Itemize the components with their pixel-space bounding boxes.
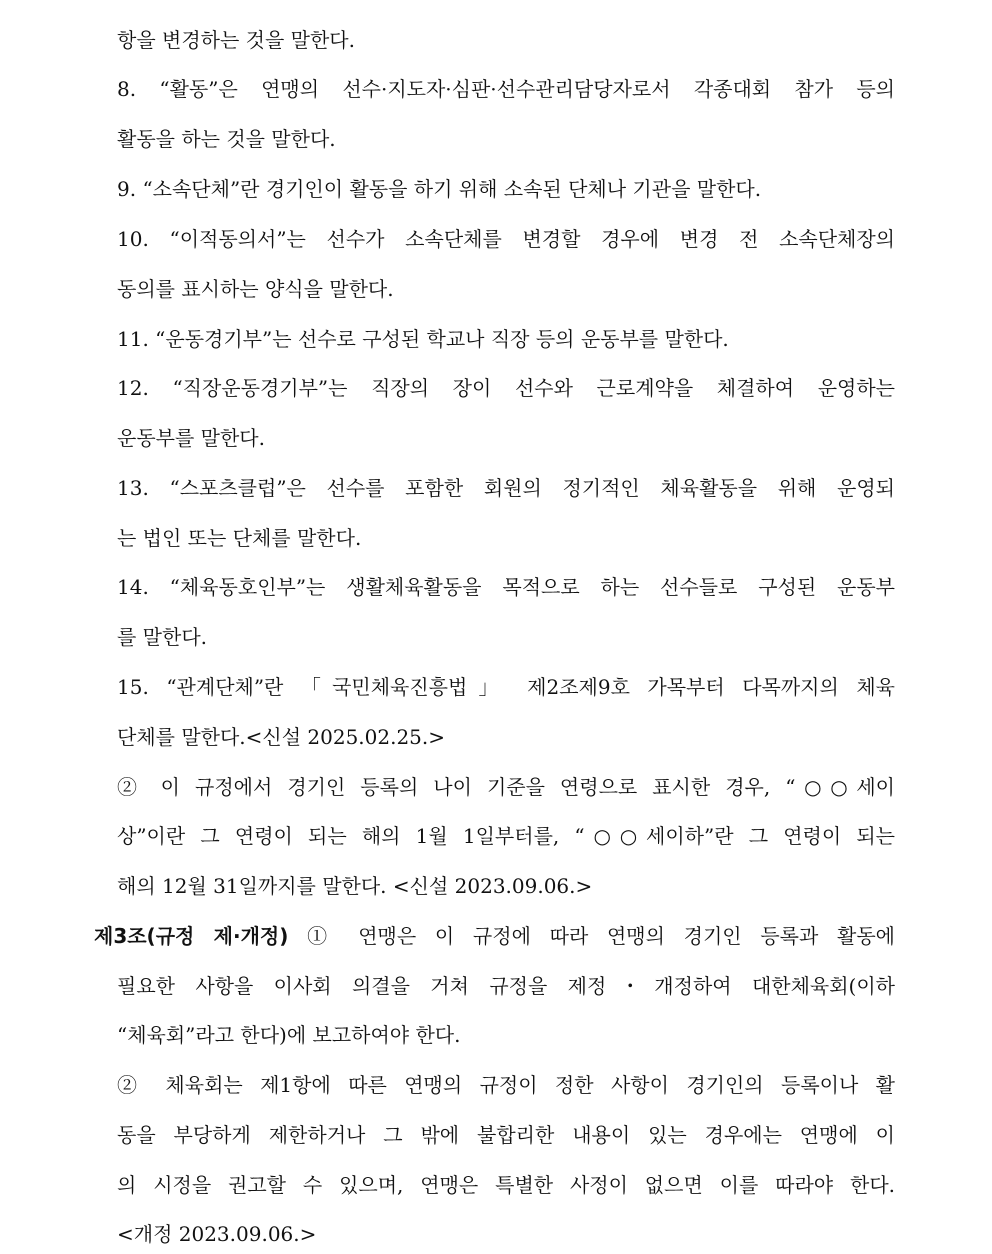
text-line: 필요한 사항을 이사회 의결을 거쳐 규정을 제정・개정하여 대한체육회(이하 — [117, 974, 895, 998]
text-line: 동의를 표시하는 양식을 말한다. — [117, 277, 394, 301]
definition-item-10: 10. “이적동의서”는 선수가 소속단체를 변경할 경우에 변경 전 소속단체장의 — [117, 227, 895, 251]
definition-item-11: 11. “운동경기부”는 선수로 구성된 학교나 직장 등의 운동부를 말한다. — [117, 327, 729, 351]
article-3-text: ① 연맹은 이 규정에 따라 연맹의 경기인 등록과 활동에 — [288, 924, 896, 948]
definition-item-15: 15. “관계단체”란 「국민체육진흥법」 제2조제9호 가목부터 다목까지의 체육 — [117, 675, 895, 699]
text-line: 의 시정을 권고할 수 있으며, 연맹은 특별한 사정이 없으면 이를 따라야 한다. — [117, 1173, 895, 1197]
text-line: 동을 부당하게 제한하거나 그 밖에 불합리한 내용이 있는 경우에는 연맹에 이 — [117, 1123, 895, 1147]
text-line: 단체를 말한다.<신설 2025.02.25.> — [117, 725, 446, 749]
amendment-note: <개정 2023.09.06.> — [117, 1222, 317, 1246]
text-line: 는 법인 또는 단체를 말한다. — [117, 526, 362, 550]
definition-item-13: 13. “스포츠클럽”은 선수를 포함한 회원의 정기적인 체육활동을 위해 운영되 — [117, 476, 895, 500]
definition-item-9: 9. “소속단체”란 경기인이 활동을 하기 위해 소속된 단체나 기관을 말한다. — [117, 177, 762, 201]
text-line: 해의 12월 31일까지를 말한다. <신설 2023.09.06.> — [117, 874, 593, 898]
article-3-first-line — [94, 923, 895, 949]
text-line: 운동부를 말한다. — [117, 426, 265, 450]
article-3-heading: 제3조(규정 제·개정) — [94, 924, 289, 948]
article-3-paragraph-2: ② 체육회는 제1항에 따른 연맹의 규정이 정한 사항이 경기인의 등록이나 활 — [117, 1073, 895, 1097]
text-line: 상”이란 그 연령이 되는 해의 1월 1일부터를, “○○세이하”란 그 연령이 되는 — [117, 824, 895, 848]
text-line: 를 말한다. — [117, 625, 207, 649]
definition-item-12: 12. “직장운동경기부”는 직장의 장이 선수와 근로계약을 체결하여 운영하는 — [117, 376, 895, 400]
paragraph-2: ② 이 규정에서 경기인 등록의 나이 기준을 연령으로 표시한 경우, “○○세이 — [117, 775, 895, 799]
text-line: 활동을 하는 것을 말한다. — [117, 127, 336, 151]
text-line: 항을 변경하는 것을 말한다. — [117, 28, 355, 52]
definition-item-14: 14. “체육동호인부”는 생활체육활동을 목적으로 하는 선수들로 구성된 운동부 — [117, 575, 895, 599]
text-line: “체육회”라고 한다)에 보고하여야 한다. — [117, 1023, 461, 1047]
definition-item-8: 8. “활동”은 연맹의 선수·지도자·심판·선수관리담당자로서 각종대회 참가 등의 — [117, 77, 895, 101]
